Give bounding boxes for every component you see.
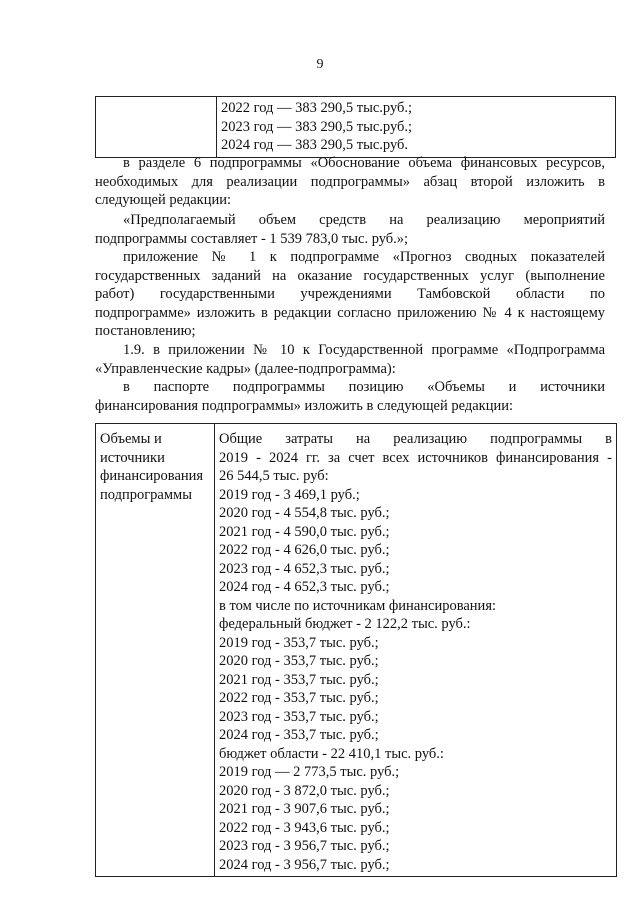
text-line: необходимых для реализации подпрограммы» абзац второй изложить в [95,173,605,190]
text-line: «Предполагаемый объем средств на реализацию мероприятий [123,212,605,228]
text-line: в паспорте подпрограммы позицию «Объемы и источники [123,379,605,395]
paragraph-passport [95,378,605,415]
content-line: 2024 год - 353,7 тыс. руб.; [219,727,379,743]
text-line: в разделе 6 подпрограммы «Обоснование объема финансовых ресурсов, [123,155,605,171]
page-number: 9 [316,57,324,72]
content-line: 2022 год - 353,7 тыс. руб.; [219,690,379,706]
content-line: 2020 год - 353,7 тыс. руб.; [219,653,379,669]
content-line: 2019 год — 2 773,5 тыс. руб.; [219,764,400,780]
paragraph-section-6 [95,154,605,210]
text-line: финансирования подпрограммы» изложить в следующей редакции: [95,397,514,414]
funding-years-cell [217,97,616,158]
paragraph-quote-volume [95,211,605,248]
content-line: федеральный бюджет - 2 122,2 тыс. руб.: [219,616,471,632]
text-line: подпрограмме» изложить в редакции согласно приложению № 4 к настоящему [95,304,605,321]
content-cell [215,424,617,877]
paragraph-1-9 [95,341,605,378]
content-line: 2021 год - 4 590,0 тыс. руб.; [219,523,390,540]
paragraph-appendix-1 [95,248,605,341]
content-line: 2019 год - 353,7 тыс. руб.; [219,634,379,651]
content-line: 2021 год - 353,7 тыс. руб.; [219,671,379,688]
content-line: 2023 год - 353,7 тыс. руб.; [219,708,379,725]
empty-label-cell [96,97,217,158]
funding-table-continuation [95,96,616,158]
text-line: 1.9. в приложении № 10 к Государственной программе «Подпрограмма [123,342,605,358]
passport-funding-table [95,423,617,877]
funding-line: 2024 год — 383 290,5 тыс.руб. [221,137,409,153]
label-line: источники [100,449,165,466]
content-line: 2022 год - 3 943,6 тыс. руб.; [219,819,390,836]
content-line: 2020 год - 4 554,8 тыс. руб.; [219,505,390,521]
text-line: работ) государственными учреждениями Тамбовской области по [95,286,605,302]
label-cell [96,424,215,877]
funding-line: 2022 год — 383 290,5 тыс.руб.; [221,100,413,116]
content-line: Общие затраты на реализацию подпрограммы в [219,431,612,447]
content-line: 2023 год - 4 652,3 тыс. руб.; [219,560,390,577]
text-line: следующей редакции: [95,192,232,208]
label-line: Объемы и [100,431,162,447]
content-line: 2024 год - 3 956,7 тыс. руб.; [219,856,390,873]
content-line: 2021 год - 3 907,6 тыс. руб.; [219,801,390,817]
text-line: подпрограммы составляет - 1 539 783,0 тыс. руб.»; [95,230,409,247]
label-line: финансирования [100,468,204,484]
content-line: 2023 год - 3 956,7 тыс. руб.; [219,838,390,854]
content-line: 2019 год - 3 469,1 руб.; [219,486,360,503]
content-line: 2022 год - 4 626,0 тыс. руб.; [219,542,390,558]
content-line: в том числе по источникам финансирования: [219,597,497,614]
text-line: «Управленческие кадры» (далее-подпрограмма): [95,360,396,377]
funding-line: 2023 год — 383 290,5 тыс.руб.; [221,118,413,135]
text-line: приложение № 1 к подпрограмме «Прогноз сводных показателей [123,249,605,265]
text-line: постановлению; [95,323,196,339]
text-line: государственных заданий на оказание государственных услуг (выполнение [95,267,605,284]
content-line: бюджет области - 22 410,1 тыс. руб.: [219,745,444,762]
label-line: подпрограммы [100,486,192,503]
content-line: 2019 - 2024 гг. за счет всех источников финансирования - [219,449,612,466]
content-line: 26 544,5 тыс. руб: [219,468,329,484]
content-line: 2020 год - 3 872,0 тыс. руб.; [219,782,390,799]
content-line: 2024 год - 4 652,3 тыс. руб.; [219,579,390,595]
